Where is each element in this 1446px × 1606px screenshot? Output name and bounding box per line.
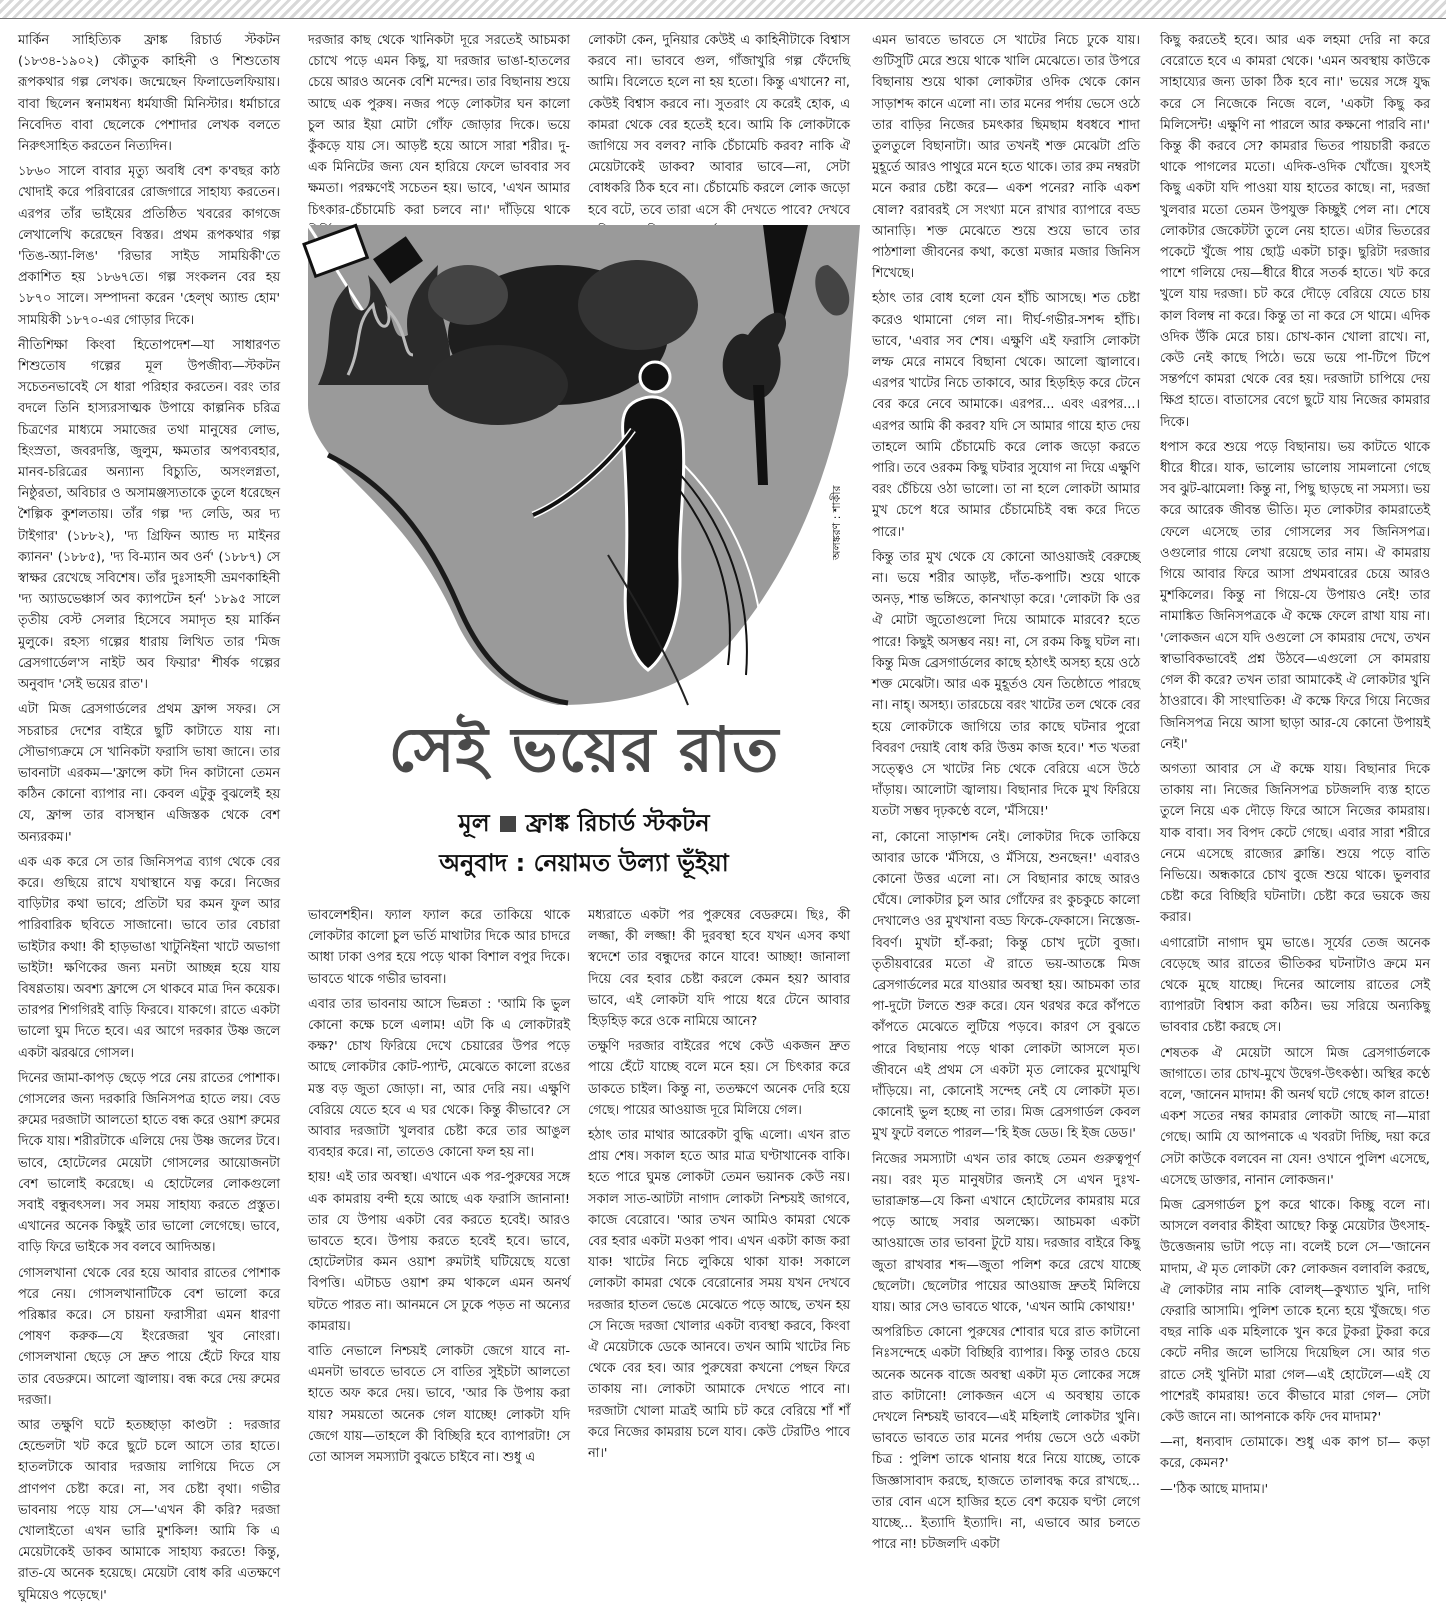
paragraph: ভাবলেশহীন। ফ্যাল ফ্যাল করে তাকিয়ে থাকে লোকটার কালো চুল ভর্তি মাথাটার দিকে আর চাদরে আধা ঢাকা ওপর হয়ে পড়ে থাকা বিশাল বপুর দিকে। ভাবতে থাকে গভীর ভাবনা। — [308, 908, 570, 987]
translator-line — [308, 845, 860, 885]
paragraph: নীতিশিক্ষা কিংবা হিতোপদেশ—যা সাধারণত শিশুতোষ গল্পের মূল উপজীব্য—স্টকটন সচেতনভাবেই সে ধারা পরিহার করতেন। বরং তার বদলে তিনি হাস্যরসাত্মক উপায়ে কাল্পনিক চরিত্র চিত্রণের মাধ্যমে সমাজের তথা মানুষের লোভ, হিংস্রতা, জবরদস্তি, জুলুম, ক্ষমতার অপব্যবহার, মানব-চরিত্রের অন্যান্য বিচ্যুতি, অসংলগ্নতা, নিষ্ঠুরতা, অবিচার ও অসামঞ্জস্যতাকে তুলে ধরেছেন শৈল্পিক কুশলতায়। তাঁর গল্প 'দ্য লেডি, অর দ্য টাইগার' (১৮৮২), 'দ্য গ্রিফিন অ্যান্ড দ্য মাইনর ক্যানন' (১৮৮৫), 'দ্য বি-ম্যান অব ওর্ন' (১৮৮৭) সে স্বাক্ষর রেখেছে সবিশেষ। তাঁর দুঃসাহসী ভ্রমণকাহিনী 'দ্য অ্যাডভেঞ্চার্স অব ক্যাপটেন হর্ন' ১৮৯৫ সালে তৃতীয় বেস্ট সেলার হিসেবে সমাদৃত হয় মার্কিন মুলুকে। রহস্য গল্পের ধারায় লিখিত তার 'মিজ ব্রেসগার্ডেল'স নাইট অব ফিয়ার' শীর্ষক গল্পের অনুবাদ 'সেই ভয়ের রাত'। — [18, 337, 280, 693]
paragraph: দিনের জামা-কাপড় ছেড়ে পরে নেয় রাতের পোশাক। গোসলের জন্য দরকারি জিনিসপত্র হাতে লয়। বেড রুমের দরজাটা আলতো হাতে বন্ধ করে ওয়াশ রুমের দিকে যায়। শরীরটাকে এলিয়ে দেয় উষ্ণ জলের টবে। ভাবে, হোটেলের মেয়েটা গোসলের আয়োজনটা বেশ ভালোই করেছে। এ হোটেলের লোকগুলো সবাই বন্ধুবৎসল। সব সময় সাহায্য করতে প্রস্তুত। এখানের অনেক কিছুই তার ভালো লেগেছে। ভাবে, বাড়ি ফিরে ভাইকে সব বলবে আদিঅন্ত। — [18, 1070, 280, 1256]
paragraph: দরজার কাছ থেকে খানিকটা দূরে সরতেই আচমকা চোখে পড়ে এমন কিছু, যা দরজার ভাঙা-হাতলের চেয়ে আরও অনেক বেশি মন্দের। তার বিছানায় শুয়ে আছে এক পুরুষ। নজর পড়ে লোকটার ঘন কালো চুল আর ইয়া মোটা গোঁফ জোড়ার দিকে। ভয়ে কুঁকড়ে যায় সে। আড়ষ্ট হয়ে আসে সারা শরীর। দু-এক মিনিটের জন্য যেন হারিয়ে ফেলে ভাববার সব ক্ষমতা। পরক্ষণেই সচেতন হয়। ভাবে, 'এখন আমার চিৎকার-চেঁচামেচি করা চলবে না।' দাঁড়িয়ে থাকে — [308, 33, 570, 218]
paragraph: —না, ধন্যবাদ তোমাকে। শুধু এক কাপ চা— কড়া করে, কেমন?' — [1160, 1435, 1430, 1472]
paragraph: গোসলখানা থেকে বের হয়ে আবার রাতের পোশাক পরে নেয়। গোসলখানাটিকে বেশ ভালো করে পরিষ্কার করে। সে চায়না ফরাসীরা এমন ধারণা পোষণ করুক—যে ইংরেজরা খুব নোংরা। গোসলখানা ছেড়ে সে দ্রুত পায়ে হেঁটে ফিরে যায় তার বেডরুমে। আলো জ্বালায়। বন্ধ করে দেয় রুমের দরজা। — [18, 1265, 280, 1408]
paragraph: কিছু করতেই হবে। আর এক লহমা দেরি না করে বেরোতে হবে এ কামরা থেকে। 'এমন অবস্থায় কাউকে সাহায্যের জন্য ডাকা ঠিক হবে না।' ভয়ের সঙ্গে যুদ্ধ করে সে নিজেকে নিজে বলে, 'একটা কিছু কর মিলিসেন্ট! এক্ষুণি না পারলে আর কক্ষনো পারবি না।' কিন্তু কী করবে সে? কামরার ভিতর পায়চারী করতে থাকে পাগলের মতো। এদিক-ওদিক খোঁজে। যুৎসই কিছু একটা যদি পাওয়া যায় হাতের কাছে। না, দরজা খুলবার মতো তেমন উপযুক্ত কিচ্ছুই পেল না। শেষে লোকটার জেকেটটা তুলে নেয় হাতে। এটার ভিতরের পকেটে খুঁজে পায় ছোট্ট একটা চাকু। ছুরিটা দরজার পাশে গলিয়ে দেয়—ধীরে ধীরে সতর্ক হাতে। খট করে খুলে যায় দরজা। চট করে দৌড়ে বেরিয়ে যেতে চায় কাল বিলম্ব না করে। কিন্তু তা না করে সে থামে। এদিক ওদিক উঁকি মেরে চায়। চোখ-কান খোলা রাখে। না, কেউ নেই কাছে পিঠে। ভয়ে ভয়ে পা-টিপে টিপে সন্তর্পণে কামরা থেকে বের হয়। দরজাটা চাপিয়ে দেয় ক্ষিপ্র হাতে। বাতাসের বেগে ছুটে যায় নিজের কামরার দিকে। — [1160, 33, 1430, 430]
original-label: মূল — [458, 809, 490, 837]
paragraph: এটা মিজ ব্রেসগার্ডলের প্রথম ফ্রান্স সফর। সে সচরাচর দেশের বাইরে ছুটি কাটাতে যায় না। সৌভাগ্যক্রমে সে খানিকটা ফরাসি ভাষা জানে। তার ভাবনাটা এরকম—'ফ্রান্সে কটা দিন কাটানো তেমন কঠিন কোনো ব্যাপার না। কেবল এটুকু বুঝলেই হয় যে, ফ্রান্স তার বাসস্থান এজিস্তক থেকে বেশ অন্যরকম।' — [18, 702, 280, 845]
paragraph: মিজ ব্রেসগার্ডল চুপ করে থাকে। কিচ্ছু বলে না। আসলে বলবার কীইবা আছে? কিন্তু মেয়েটার উৎসাহ-উত্তেজনায় ভাটা পড়ে না। বলেই চলে সে—'জানেন মাদাম, ঐ মৃত লোকটা কে? লোকজন বলাবলি করছে, ঐ লোকটার নাম নাকি বোলধ্—কুখ্যাত খুনি, দাগি ফেরারি আসামি। পুলিশ তাকে হন্যে হয়ে খুঁজছে। গত বছর নাকি এক মহিলাকে খুন করে টুকরা টুকরা করে কেটে নদীর জলে ভাসিয়ে দিয়েছিল সে। আর গত রাতে সেই খুনিটা মারা গেল—এই হোটেলে—এই যে পাশেরই কামরায়! তবে কীভাবে মারা গেল— সেটা কেউ জানে না। আপনাকে কফি দেব মাদাম?' — [1160, 1197, 1430, 1425]
column-2-top — [308, 30, 570, 225]
story-title: সেই ভয়ের রাত — [388, 713, 780, 786]
column-1 — [18, 30, 280, 1603]
square-bullet-icon — [500, 816, 516, 832]
paragraph: এমন ভাবতে ভাবতে সে খাটের নিচে ঢুকে যায়। গুটিসুটি মেরে শুয়ে থাকে খালি মেঝেতে। তার উপরে বিছানায় শুয়ে থাকা লোকটার ওদিক থেকে কোন সাড়াশব্দ কানে এলো না। তার মনের পর্দায় ভেসে ওঠে তার বাড়ির নিজের চমৎকার ছিমছাম ধবধবে শাদা তুলতুলে বিছানাটা। আর তখনই শক্ত মেঝেটা প্রতি মুহূর্তে আরও পাথুরে মনে হতে থাকে। তার রুম নম্বরটা মনে করার চেষ্টা করে— একশ পনের? নাকি একশ ষোল? বরাবরই সে সংখ্যা মনে রাখার ব্যাপারে বড্ড আনাড়ি। শক্ত মেঝেতে শুয়ে শুয়ে ভাবে তার পাঠশালা জীবনের কথা, কত্তো মজার মজার জিনিস শিখেছে। — [872, 33, 1140, 282]
paragraph: —'ঠিক আছে মাদাম।' — [1160, 1481, 1269, 1497]
paragraph: নিজের সমস্যাটা এখন তার কাছে তেমন গুরুত্বপূর্ণ নয়। বরং মৃত মানুষটার জন্যই সে এখন দুঃখ-ভারাক্রান্ত—যে কিনা এখানে হোটেলের কামরায় মরে পড়ে আছে সবার অলক্ষ্যে। আচমকা একটা আওয়াজে তার ভাবনা টুটে যায়। দরজার বাইরে কিছু জুতা রাখবার শব্দ—জুতা পলিশ করে রেখে যাচ্ছে ছেলেটা। ছেলেটার পায়ের আওয়াজ দ্রুতই মিলিয়ে যায়। আর সেও ভাবতে থাকে, 'এখন আমি কোথায়!' — [872, 1151, 1140, 1315]
column-5 — [1160, 30, 1430, 1497]
paragraph: এক এক করে সে তার জিনিসপত্র ব্যাগ থেকে বের করে। গুছিয়ে রাখে যথাস্থানে যত্ন করে। নিজের বাড়িটার কথা ভাবে; প্রতিটা ঘর কমন ফুল আর পারিবারিক ছবিতে সাজানো। ভাবে তার বেচারা ভাইটার কথা! কী হাড়ভাঙা খাটুনিইনা খাটে অভাগা ভাইটা! ক্ষণিকের জন্য মনটা আচ্ছন্ন হয়ে যায় বিষণ্ণতায়। অবশ্য ফ্রান্সে সে থাকবে মাত্র দিন কয়েক। তারপর শিগগিরই বাড়ি ফিরবে। যাকগে। রাতে একটা ভালো ঘুম দিতে হবে। এর আগে দরকার উষ্ণ জলে একটা ঝরঝরে গোসল। — [18, 854, 280, 1061]
original-author: ফ্রাঙ্ক রিচার্ড স্টকটন — [525, 809, 710, 837]
translator-name: নেয়ামত উল্যা ভূঁইয়া — [533, 849, 729, 877]
top-decorative-border — [0, 0, 1446, 19]
paragraph: এগারোটা নাগাদ ঘুম ভাঙে। সূর্যের তেজ অনেক বেড়েছে আর রাতের ভীতিকর ঘটনাটাও ক্রমে মন থেকে মুছে যাচ্ছে। দিনের আলোয় রাতের সেই ব্যাপারটা বিশ্বাস করা কঠিন। ভয় সরিয়ে অন্যকিছু ভাববার চেষ্টা করছে সে। — [1160, 935, 1430, 1036]
paragraph: হায়! এই তার অবস্থা। এখানে এক পর-পুরুষের সঙ্গে এক কামরায় বন্দী হয়ে আছে এক ফরাসি জানানা! তার যে উপায় একটা বের করতে হবেই। আরও ভাবতে হবে। উপায় করতে হবেই হবে। ভাবে, হোটেলটার কমন ওয়াশ রুমটাই ঘটিয়েছে যত্তো বিপত্তি। এটাচড ওয়াশ রুম থাকলে এমন অনর্থ ঘটতে পারত না। আনমনে সে ঢুকে পড়ত না অন্যের কামরায়। — [308, 1170, 570, 1334]
paragraph: কিন্তু তার মুখ থেকে যে কোনো আওয়াজই বেরুচ্ছে না। ভয়ে শরীর আড়ষ্ট, দাঁত-কপাটি। শুয়ে থাকে অনড়, শান্ত ভঙ্গিতে, কানখাড়া করে। 'লোকটা কি ওর ঐ মোটা জুতোগুলো দিয়ে আমাকে মারবে? হতে পারে! কিছুই অসম্ভব নয়! না, সে রকম কিছু ঘটল না। কিন্তু মিজ ব্রেসগার্ডলের কাছে হঠাৎই অসহ্য হয়ে ওঠে শক্ত মেঝেটা। আর এক মুহূর্তও যেন তিষ্ঠোতে পারছে না। নাহ্। অসহ্য। তারচেয়ে বরং খাটের তল থেকে বের হয়ে লোকটাকে জাগিয়ে তার কাছে ঘটনার পুরো বিবরণ দেয়াই বোধ করি উত্তম কাজ হবে।' শত খতরা সত্ত্বেও সে খাটের নিচ থেকে বেরিয়ে এসে উঠে দাঁড়ায়। আলোটা জ্বালায়। বিছানার দিকে মুখ ফিরিয়ে যতটা সম্ভব দৃঢ়কণ্ঠে বলে, 'মঁসিয়ে!' — [872, 549, 1140, 820]
paragraph: হঠাৎ তার মাথার আরেকটা বুদ্ধি এলো। এখন রাত প্রায় শেষ। সকাল হতে আর মাত্র ঘণ্টাখানেক বাকি। হতে পারে ঘুমন্ত লোকটা তেমন ভয়ানক কেউ নয়। সকাল সাত-আটটা নাগাদ লোকটা নিশ্চয়ই জাগবে, কাজে বেরোবে। 'আর তখন আমিও কামরা থেকে বের হবার একটা মওকা পাব। এখন একটা কাজ করা যাক! খাটের নিচে লুকিয়ে থাকা যাক! সকালে লোকটা কামরা থেকে বেরোনোর সময় যখন দেখবে দরজার হাতল ভেঙে মেঝেতে পড়ে আছে, তখন হয় সে নিজে দরজা খোলার একটা ব্যবস্থা করবে, কিংবা ঐ মেয়েটাকে ডেকে আনবে। তখন আমি খাটের নিচ থেকে বের হব। আর পুরুষেরা কখনো পেছন ফিরে তাকায় না। লোকটা আমাকে দেখতে পাবে না। দরজাটা খোলা মাত্রই আমি চট করে বেরিয়ে শাঁ শাঁ করে নিজের কামরায় চলে যাব। কেউ টেরটিও পাবে না।' — [588, 1128, 850, 1462]
paragraph: এবার তার ভাবনায় আসে ভিন্নতা : 'আমি কি ভুল কোনো কক্ষে চলে এলাম! এটা কি এ লোকটারই কক্ষ?' চোখ ফিরিয়ে দেখে চেয়ারের উপর পড়ে আছে লোকটার কোট-প্যান্ট, মেঝেতে কালো রঙের মস্ত বড় জুতা জোড়া। না, আর দেরি নয়। এক্ষুণি বেরিয়ে যেতে হবে এ ঘর থেকে। কিন্তু কীভাবে? সে আবার দরজাটা খুলবার চেষ্টা করে তার আঙুল ব্যবহার করে। না, তাতেও কোনো ফল হয় না। — [308, 996, 570, 1161]
paragraph: তক্ষুণি দরজার বাইরের পথে কেউ একজন দ্রুত পায়ে হেঁটে যাচ্ছে বলে মনে হয়। সে চিৎকার করে ডাকতে চাইল। কিন্তু না, ততক্ষণে অনেক দেরি হয়ে গেছে। পায়ের আওয়াজ দূরে মিলিয়ে গেল। — [588, 1039, 850, 1118]
column-3-top — [588, 30, 850, 225]
translation-label: অনুবাদ : — [439, 849, 526, 877]
paragraph: হঠাৎ তার বোধ হলো যেন হাঁচি আসছে। শত চেষ্টা করেও থামানো গেল না। দীর্ঘ-গভীর-সশব্দ হাঁচি। ভাবে, 'এবার সব শেষ। এক্ষুণি এই ফরাসি লোকটা লম্ফ মেরে নামবে বিছানা থেকে। আলো জ্বালাবে। এরপর খাটের নিচে তাকাবে, আর হিড়হিড় করে টেনে বের করে নেবে আমাকে। এরপর... এবং এরপর...। এরপর আমি কী করব? যদি সে আমার গায়ে হাত দেয় তাহলে আমি চেঁচামেচি করে লোক জড়ো করতে পারি। তবে ওরকম কিছু ঘটবার সুযোগ না দিয়ে এক্ষুণি বরং চেঁচিয়ে ওঠা ভালো। তা না হলে লোকটা আমার মুখ চেপে ধরে আমার চেঁচামেচিই বন্ধ করে দিতে পারে।' — [872, 291, 1140, 540]
paragraph: না, কোনো সাড়াশব্দ নেই। লোকটার দিকে তাকিয়ে আবার ডাকে 'মঁসিয়ে, ও মঁসিয়ে, শুনছেন!' এবারও কোনো উত্তর এলো না। সে বিছানার কাছে আরও ঘেঁষে। লোকটার চুল আর গোঁফের রং কুচকুচে কালো দেখালেও ওর মুখখানা বড্ড ফিকে-ফেকাসে। নিস্তেজ-বিবর্ণ। মুখটা হাঁ-করা; কিন্তু চোখ দুটো বুজা। তৃতীয়বারের মতো ঐ রাতে ভয়-আতঙ্কে মিজ ব্রেসগার্ডলের মরে যাওয়ার অবস্থা হয়। আচমকা তার পা-দুটো টলতে শুরু করে। যেন থরথর করে কাঁপতে কাঁপতে মেঝেতে লুটিয়ে পড়বে। কারণ সে বুঝতে পারে বিছানায় পড়ে থাকা লোকটা আসলে মৃত। জীবনে এই প্রথম সে একটা মৃত লোকের মুখোমুখি দাঁড়িয়ে। না, কোনোই সন্দেহ নেই যে লোকটা মৃত। কোনোই ভুল হচ্ছে না তার। মিজ ব্রেসগার্ডল কেবল মুখ ফুটে বলতে পারল—'হি ইজ ডেড। হি ইজ ডেড।' — [872, 829, 1140, 1142]
paragraph: মধ্যরাতে একটা পর পুরুষের বেডরুমে। ছিঃ, কী লজ্জা, কী লজ্জা! কী দুরবস্থা হবে যখন এসব কথা স্বদেশে তার বন্ধুদের কানে যাবে! আচ্ছা! জানালা দিয়ে বের হবার চেষ্টা করলে কেমন হয়? আবার ভাবে, এই লোকটা যদি পায়ে ধরে টেনে আবার হিড়হিড় করে ওকে নামিয়ে আনে? — [588, 908, 850, 1030]
paragraph: ১৮৬০ সালে বাবার মৃত্যু অবধি বেশ ক'বছর কাঠ খোদাই করে পরিবারের রোজগারে সাহায্য করতেন। এরপর তাঁর ভাইয়ের প্রতিষ্ঠিত খবরের কাগজে লেখালেখি করেছেন বিস্তর। প্রথম রূপকথার গল্প 'তিঙ-অ্যা-লিঙ' 'রিভার সাইড সাময়িকী'তে প্রকাশিত হয় ১৮৬৭তে। গল্প সংকলন বের হয় ১৮৭০ সালে। সম্পাদনা করেন 'হেল্থ অ্যান্ড হোম' সাময়িকী ১৮৭০-এর গোড়ার দিকে। — [18, 164, 280, 328]
paragraph: অপরিচিত কোনো পুরুষের শোবার ঘরে রাত কাটানো নিঃসন্দেহে একটা বিচ্ছিরি ব্যাপার। কিন্তু তারও চেয়ে অনেক অনেক বাজে অবস্থা একটা মৃত লোকের সঙ্গে রাত কাটানো! লোকজন এসে এ অবস্থায় তাকে দেখলে নিশ্চয়ই ভাববে—এই মহিলাই লোকটার খুনি। ভাবতে ভাবতে তার মনের পর্দায় ভেসে ওঠে একটা চিত্র : পুলিশ তাকে থানায় ধরে নিয়ে যাচ্ছে, তাকে জিজ্ঞাসাবাদ করছে, হাজতে তালাবদ্ধ করে রাখছে... তার বোন এসে হাজির হতে বেশ কয়েক ঘণ্টা লেগে যাচ্ছে... ইত্যাদি ইত্যাদি। না, এভাবে আর চলতে পারে না! চটজলদি একটা — [872, 1325, 1140, 1553]
paragraph: বাতি নেভালে নিশ্চয়ই লোকটা জেগে যাবে না-এমনটা ভাবতে ভাবতে সে বাতির সুইচটা আলতো হাতে অফ করে দেয়। ভাবে, 'আর কি উপায় করা যায়? সময়তো অনেক গেল যাচ্ছে! লোকটা যদি জেগে যায়—তাহলে কী বিচ্ছিরি হবে ব্যাপারটা! সে তো আসল সমস্যাটা বুঝতে চাইবে না। শুধু এ — [308, 1344, 570, 1466]
paragraph: মার্কিন সাহিত্যিক ফ্রাঙ্ক রিচার্ড স্টকটন (১৮৩৪-১৯০২) কৌতুক কাহিনী ও শিশুতোষ রূপকথার গল্প লেখক। জন্মেছেন ফিলাডেলফিয়ায়। বাবা ছিলেন স্বনামধন্য ধর্মযাজী মিনিস্টার। ধর্মাচারে নিবেদিত বাবা ছেলেকে পেশাদার লেখক বলতে নিরুৎসাহিত করতেন নিত্যদিন। — [18, 33, 280, 155]
story-illustration — [308, 225, 860, 705]
paragraph: ধপাস করে শুয়ে পড়ে বিছানায়। ভয় কাটতে থাকে ধীরে ধীরে। যাক, ভালোয় ভালোয় সামলানো গেছে সব ঝুট-ঝামেলা! কিন্তু না, পিছু ছাড়ছে না সমস্যা। ভয় করে আরেক জীবন্ত ভীতি। মৃত লোকটার কামরাতেই ফেলে এসেছে তার গোসলের সব জিনিসপত্র। ওগুলোর গায়ে লেখা রয়েছে তার নাম। ঐ কামরায় গিয়ে আবার ফিরে আসা প্রথমবারের চেয়ে আরও মুশকিলের। কিন্তু না গিয়ে-যে উপায়ও নেই! তার নামাঙ্কিত জিনিসপত্রকে ঐ কক্ষে ফেলে রাখা যায় না। 'লোকজন এসে যদি ওগুলো সে কামরায় দেখে, তখন স্বাভাবিকভাবেই প্রশ্ন উঠবে—এগুলো সে কামরায় গেল কী করে? তখন তারা আমাকেই ঐ লোকটার খুনি ঠাওরাবে। কী সাংঘাতিক! ঐ কক্ষে ফিরে গিয়ে নিজের জিনিসপত্র নিয়ে আসা ছাড়া আর-যে কোনো উপায়ই নেই।' — [1160, 439, 1430, 752]
paragraph: লোকটা কেন, দুনিয়ার কেউই এ কাহিনীটাকে বিশ্বাস করবে না। ভাববে গুল, গাঁজাখুরি গল্প ফেঁদেছি আমি। বিলেতে হলে না হয় হতো। কিন্তু এখানে? না, কেউই বিশ্বাস করবে না। সুতরাং যে করেই হোক, এ কামরা থেকে বের হতেই হবে। আমি কি লোকটাকে জাগিয়ে সব বলব? নাকি চেঁচামেচি করব? নাকি ঐ মেয়েটাকেই ডাকব? আবার ভাবে—না, সেটা বোধকরি ঠিক হবে না। চেঁচামেচি করলে লোক জড়ো হবে বটে, তবে তারা এসে কী দেখতে পাবে? দেখবে — [588, 33, 850, 218]
original-author-line — [308, 805, 860, 845]
paragraph: শেষতক ঐ মেয়েটা আসে মিজ ব্রেসগার্ডলকে জাগাতে। তার চোখ-মুখে উদ্বেগ-উৎকণ্ঠা। অস্থির কণ্ঠে বলে, 'জানেন মাদাম! কী অনর্থ ঘটে গেছে কাল রাতে! একশ সতের নম্বর কামরার লোকটা আছে না—মারা গেছে। আমি যে আপনাকে এ খবরটা দিচ্ছি, দয়া করে সেটা কাউকে বলবেন না যেন! ওখানে পুলিশ এসেছে, এসেছে ডাক্তার, নানান লোকজন।' — [1160, 1045, 1430, 1188]
paragraph: অগত্যা আবার সে ঐ কক্ষে যায়। বিছানার দিকে তাকায় না। নিজের জিনিসপত্র চটজলদি ব্যস্ত হাতে তুলে নিয়ে এক দৌড়ে ফিরে আসে নিজের কামরায়। যাক বাবা। সব বিপদ কেটে গেছে। এবার সারা শরীরে নেমে এসেছে রাজ্যের ক্লান্তি। শুয়ে পড়ে বাতি নিভিয়ে। অন্ধকারে চোখ বুজে শুয়ে থাকে। ভুলবার চেষ্টা করে বিচ্ছিরি ঘটনাটা। চেষ্টা করে ভয়কে জয় করার। — [1160, 761, 1430, 926]
illustration-credit: অলঙ্করণ : শাকীর — [830, 485, 843, 560]
column-2-bottom — [308, 905, 570, 1466]
column-3-bottom — [588, 905, 850, 1462]
paragraph: আর তক্ষুণি ঘটে হতচ্ছাড়া কাণ্ডটা : দরজার হেন্ডেলটা খট করে ছুটে চলে আসে তার হাতে। হাতলটাকে আবার দরজায় লাগিয়ে দিতে সে প্রাণপণ চেষ্টা করে। না, সব চেষ্টা বৃথা। গভীর ভাবনায় পড়ে যায় সে—'এখন কী করি? দরজা খোলাইতো এখন ভারি মুশকিল! আমি কি এ মেয়েটাকেই ডাকব আমাকে সাহায্য করতে! কিন্তু, রাত-যে অনেক হয়েছে। মেয়েটা বোধ করি এতক্ষণে ঘুমিয়েও পড়েছে।' — [18, 1418, 280, 1603]
column-4 — [872, 30, 1140, 1553]
